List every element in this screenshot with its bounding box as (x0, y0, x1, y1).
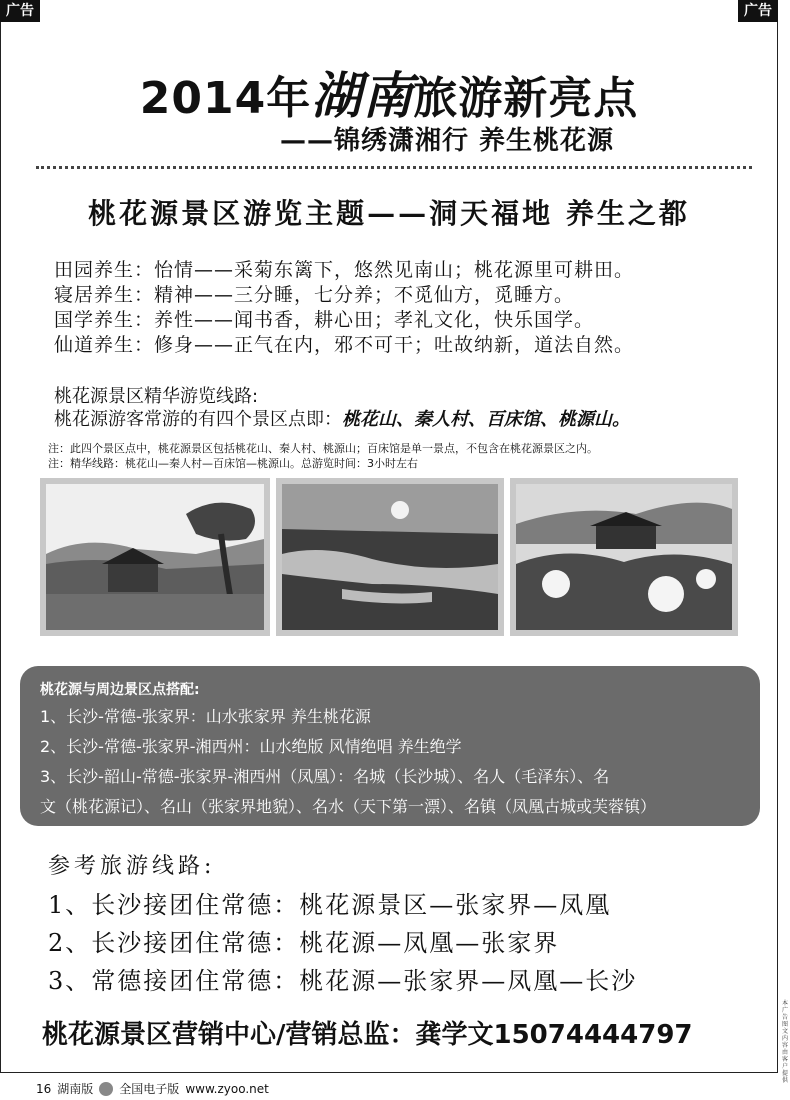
contact-line: 桃花源景区营销中心/营销总监：龚学文15074444797 (42, 1020, 693, 1050)
temple-illustration (516, 484, 732, 630)
photo-river (276, 478, 504, 636)
river-illustration (282, 484, 498, 630)
subtitle: ——锦绣潇湘行 养生桃花源 (280, 126, 615, 156)
note-item: 注：精华线路：桃花山—秦人村—百床馆—桃源山。总游览时间：3小时左右 (48, 457, 418, 470)
reference-routes (48, 848, 637, 1000)
combo-item: 1、长沙-常德-张家界：山水张家界 养生桃花源 (40, 707, 371, 726)
reference-heading: 参考旅游线路: (48, 854, 216, 879)
scenic-combination-box (20, 666, 760, 826)
side-note: 本广告图文内容由客户提供 (782, 1000, 789, 1084)
page-title (0, 56, 778, 128)
wellness-list (54, 258, 634, 358)
routes-section (54, 385, 630, 431)
ad-label-right: 广告 (738, 0, 778, 22)
notes (48, 441, 598, 471)
wellness-item: 田园养生：怡情——采菊东篱下，悠然见南山；桃花源里可耕田。 (54, 259, 635, 281)
routes-line1: 桃花源景区精华游览线路: (54, 386, 259, 407)
routes-spots: 桃花山、秦人村、百床馆、桃源山。 (342, 409, 630, 430)
dotted-divider (36, 166, 752, 169)
page-number: 16 (36, 1081, 52, 1096)
wellness-item: 寝居养生：精神——三分睡，七分养；不觅仙方，觅睡方。 (54, 284, 575, 306)
wellness-item: 仙道养生：修身——正气在内，邪不可干；吐故纳新，道法自然。 (54, 334, 635, 356)
digital-edition: 全国电子版 (119, 1082, 180, 1096)
routes-line2-prefix: 桃花源游客常游的有四个景区点即： (54, 409, 342, 430)
village-illustration (46, 484, 264, 630)
routes-line2 (54, 408, 630, 431)
combo-item: 2、长沙-常德-张家界-湘西州：山水绝版 风情绝唱 养生绝学 (40, 737, 462, 756)
photo-village (40, 478, 270, 636)
photo-temple (510, 478, 738, 636)
combo-item: 3、长沙-韶山-常德-张家界-湘西州（凤凰）：名城（长沙城）、名人（毛泽东）、名 (40, 767, 610, 786)
edition: 湖南版 (57, 1082, 94, 1096)
combo-item: 文（桃花源记）、名山（张家界地貌）、名水（天下第一漂）、名镇（凤凰古城或芙蓉镇） (40, 797, 657, 816)
reference-item: 1、长沙接团住常德：桃花源景区—张家界—凤凰 (48, 891, 612, 919)
title-suffix: 旅游新亮点 (413, 73, 639, 124)
reference-item: 2、长沙接团住常德：桃花源—凤凰—张家界 (48, 929, 560, 957)
title-emphasis: 湖南 (311, 66, 414, 125)
publication-logo-icon (99, 1082, 113, 1096)
wellness-item: 国学养生：养性——闻书香，耕心田；孝礼文化，快乐国学。 (54, 309, 595, 331)
reference-item: 3、常德接团住常德：桃花源—张家界—凤凰—长沙 (48, 967, 638, 995)
note-item: 注：此四个景区点中，桃花源景区包括桃花山、秦人村、桃源山；百床馆是单一景点，不包含在桃花源景区之内。 (48, 442, 598, 455)
combo-heading: 桃花源与周边景区点搭配: (40, 682, 200, 698)
website-link[interactable]: www.zyoo.net (185, 1081, 269, 1096)
ad-label-left: 广告 (0, 0, 40, 22)
footer (36, 1080, 269, 1097)
theme-heading: 桃花源景区游览主题——洞天福地 养生之都 (88, 197, 690, 230)
title-prefix: 2014年 (139, 73, 312, 124)
